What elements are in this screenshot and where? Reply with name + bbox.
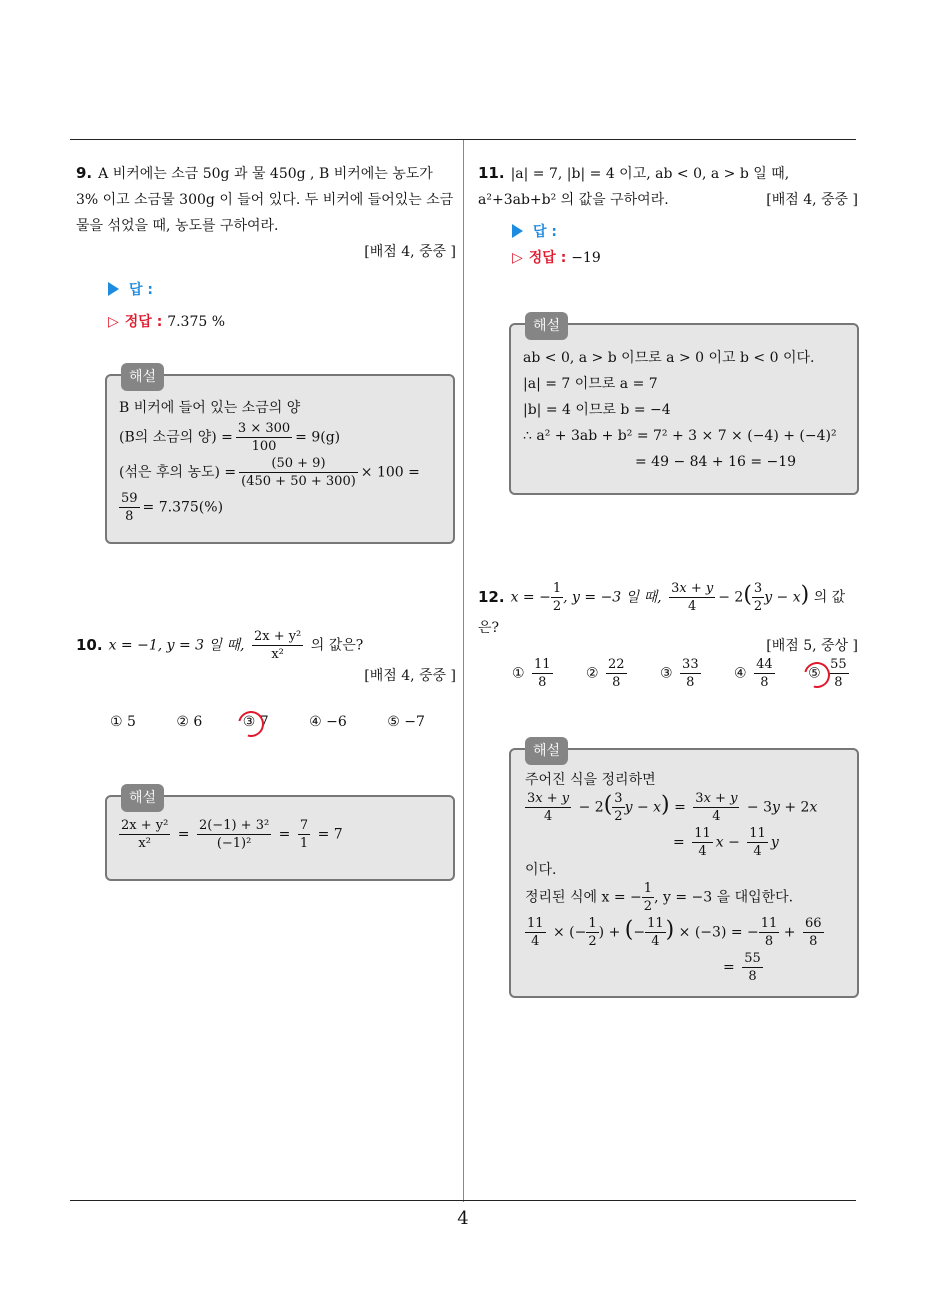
explanation-tag: 해설 bbox=[121, 784, 164, 812]
explanation-box-12 bbox=[509, 743, 859, 998]
choice-5-selected[interactable]: ⑤ $\frac{55}{8}$ bbox=[808, 656, 852, 691]
explanation-line: = $\frac{55}{8}$ bbox=[723, 951, 761, 984]
choice-4[interactable]: ④ −6 bbox=[309, 714, 347, 730]
choice-3-selected[interactable]: ③ 7 bbox=[243, 714, 269, 730]
question-meta: [배점 5, 중상 ] bbox=[766, 638, 858, 654]
play-icon bbox=[108, 282, 119, 296]
choice-2[interactable]: ② 6 bbox=[176, 714, 203, 730]
explanation-line: B 비커에 들어 있는 소금의 양 bbox=[119, 400, 301, 416]
question-number: 12. bbox=[478, 587, 505, 606]
question-10: 10. x = −1, y = 3 일 때, $\frac{\text{2x + y²}}{\text{x²}}$ 의 값은? [배점 4, 중중 ] bbox=[76, 628, 456, 689]
explanation-line: |a| = 7 이므로 a = 7 bbox=[523, 376, 658, 392]
question-meta: [배점 4, 중중 ] bbox=[364, 668, 456, 684]
explanation-box-10 bbox=[105, 790, 455, 881]
column-divider bbox=[463, 140, 464, 1202]
question-number: 9. bbox=[76, 164, 93, 182]
answer-field[interactable]: 답 : bbox=[512, 219, 858, 245]
question-meta: [배점 4, 중중 ] bbox=[364, 244, 456, 260]
explanation-tag: 해설 bbox=[121, 363, 164, 391]
answer-field[interactable]: 답 : bbox=[108, 277, 456, 303]
choice-1[interactable]: ① 5 bbox=[110, 714, 136, 730]
explanation-line: $\frac{11}{4}$ × (− $\frac{1}{2}$ ) + (− $\frac{11}{4}$ ) × (−3) = − $\frac{11}{8}$ + $\frac{66}{8}$ bbox=[527, 916, 822, 949]
question-9 bbox=[76, 160, 456, 335]
page-number: 4 bbox=[457, 1208, 469, 1229]
choice-5[interactable]: ⑤ −7 bbox=[387, 714, 425, 730]
choices-12 bbox=[512, 656, 852, 691]
explanation-line: 정리된 식에 x = − $\frac{1}{2}$ , y = −3 을 대입한다. bbox=[525, 881, 794, 914]
choice-4[interactable]: ④ $\frac{44}{8}$ bbox=[734, 657, 773, 690]
correct-answer: ▷ 정답 : 7.375 % bbox=[108, 309, 456, 335]
explanation-line: = $\frac{11}{4}$ x − $\frac{11}{4}$ y bbox=[673, 826, 779, 859]
explanation-line: $\frac{3x + y}{4}$ − 2( $\frac{3}{2}$ y − x) = $\frac{3x + y}{4}$ − 3y + 2x bbox=[527, 791, 818, 824]
triangle-outline-icon: ▷ bbox=[512, 250, 523, 266]
explanation-box-9 bbox=[105, 369, 455, 544]
explanation-tag: 해설 bbox=[525, 737, 568, 765]
choice-1[interactable]: ① $\frac{11}{8}$ bbox=[512, 657, 551, 690]
explanation-line: ∴ a² + 3ab + b² = 7² + 3 × 7 × (−4) + (−4)² bbox=[523, 428, 837, 444]
explanation-box-11 bbox=[509, 318, 859, 495]
play-icon bbox=[512, 224, 523, 238]
explanation-line: (섞은 후의 농도) = $\frac{(50 + 9)}{(450 + 50 + 300)}$ × 100 = bbox=[119, 456, 420, 489]
question-11 bbox=[478, 160, 858, 271]
bottom-rule bbox=[70, 1200, 856, 1201]
question-meta: [배점 4, 중중 ] bbox=[766, 192, 858, 208]
question-12: 12. x = − $\frac{1}{2}$ , y = −3 일 때, $\frac{3x + y}{4}$ − 2( $\frac{3}{2}$ y − x) 의 값은? [배점 5, 중상 ] bbox=[478, 580, 858, 659]
triangle-outline-icon: ▷ bbox=[108, 314, 119, 330]
explanation-line: 이다. bbox=[525, 862, 557, 878]
question-text: |a| = 7, |b| = 4 이고, ab < 0, a > b 일 때, a²+3ab+b² 의 값을 구하여라. bbox=[478, 166, 790, 208]
explanation-line: $\frac{59}{8}$ = 7.375(%) bbox=[121, 491, 224, 524]
explanation-line: 주어진 식을 정리하면 bbox=[525, 772, 656, 788]
correct-answer: ▷ 정답 : −19 bbox=[512, 245, 858, 271]
explanation-line: = 49 − 84 + 16 = −19 bbox=[635, 454, 797, 470]
explanation-line: (B의 소금의 양) = $\frac{3 \times 300}{100}$ = 9(g) bbox=[119, 421, 341, 454]
question-number: 11. bbox=[478, 164, 505, 182]
question-text: A 비커에는 소금 50g 과 물 450g , B 비커에는 농도가 3% 이고 소금물 300g 이 들어 있다. 두 비커에 들어있는 소금물을 섞었을 때, 농도를 구하여라. bbox=[76, 166, 454, 234]
question-number: 10. bbox=[76, 635, 103, 654]
explanation-line: ab < 0, a > b 이므로 a > 0 이고 b < 0 이다. bbox=[523, 350, 815, 366]
explanation-line: |b| = 4 이므로 b = −4 bbox=[523, 402, 671, 418]
selected-circle-icon bbox=[233, 706, 269, 742]
choice-3[interactable]: ③ $\frac{33}{8}$ bbox=[660, 657, 699, 690]
explanation-line: $\frac{\text{2x + y²}}{\text{x²}}$ = $\frac{\text{2(−1) + 3²}}{\text{(−1)²}}$ = $\frac{7}{1}$ = 7 bbox=[121, 818, 343, 851]
choices-10 bbox=[110, 714, 425, 730]
explanation-tag: 해설 bbox=[525, 312, 568, 340]
choice-2[interactable]: ② $\frac{22}{8}$ bbox=[586, 657, 625, 690]
